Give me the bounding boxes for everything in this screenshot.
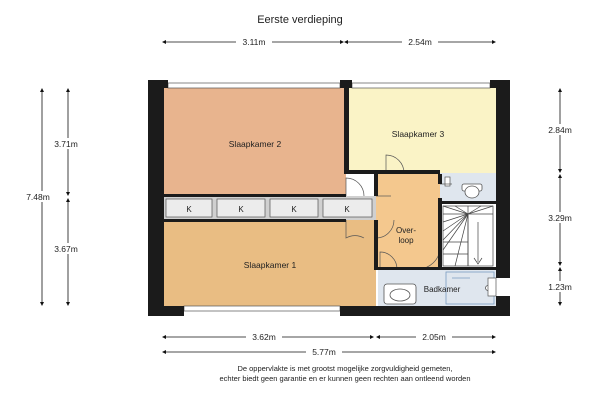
dim-label-right-top: 2.84m <box>548 125 572 135</box>
label-slaapkamer-1: Slaapkamer 1 <box>243 260 297 270</box>
disclaimer-line-1: De oppervlakte is met grootst mogelijke zorgvuldigheid gemeten, <box>237 364 453 373</box>
label-slaapkamer-3: Slaapkamer 3 <box>391 129 445 139</box>
closet-label-2: K <box>238 205 244 214</box>
dim-label-top-left: 3.11m <box>242 37 266 47</box>
dim-label-bottom-total: 5.77m <box>312 347 336 357</box>
dim-label-left-outer: 7.48m <box>26 192 50 202</box>
toilet-sink <box>445 177 450 186</box>
label-overloop-1: Over- <box>396 226 416 235</box>
dim-label-right-bottom: 1.23m <box>548 282 572 292</box>
dim-label-right-mid: 3.29m <box>548 213 572 223</box>
disclaimer <box>0 364 600 384</box>
dim-label-bottom-left: 3.62m <box>252 332 276 342</box>
closet-label-4: K <box>344 205 350 214</box>
dim-label-top-right: 2.54m <box>408 37 432 47</box>
dim-label-left-upper: 3.71m <box>54 139 78 149</box>
closet-label-1: K <box>186 205 192 214</box>
closet-label-3: K <box>291 205 297 214</box>
disclaimer-line-2: echter biedt geen garantie en er kunnen geen rechten aan ontleend worden <box>219 374 471 383</box>
label-badkamer: Badkamer <box>423 285 461 294</box>
label-overloop-2: loop <box>398 236 414 245</box>
label-slaapkamer-2: Slaapkamer 2 <box>228 139 282 149</box>
dim-label-left-lower: 3.67m <box>54 244 78 254</box>
room-overloop <box>376 173 440 269</box>
dim-label-bottom-right: 2.05m <box>422 332 446 342</box>
plan-title: Eerste verdieping <box>257 14 343 26</box>
